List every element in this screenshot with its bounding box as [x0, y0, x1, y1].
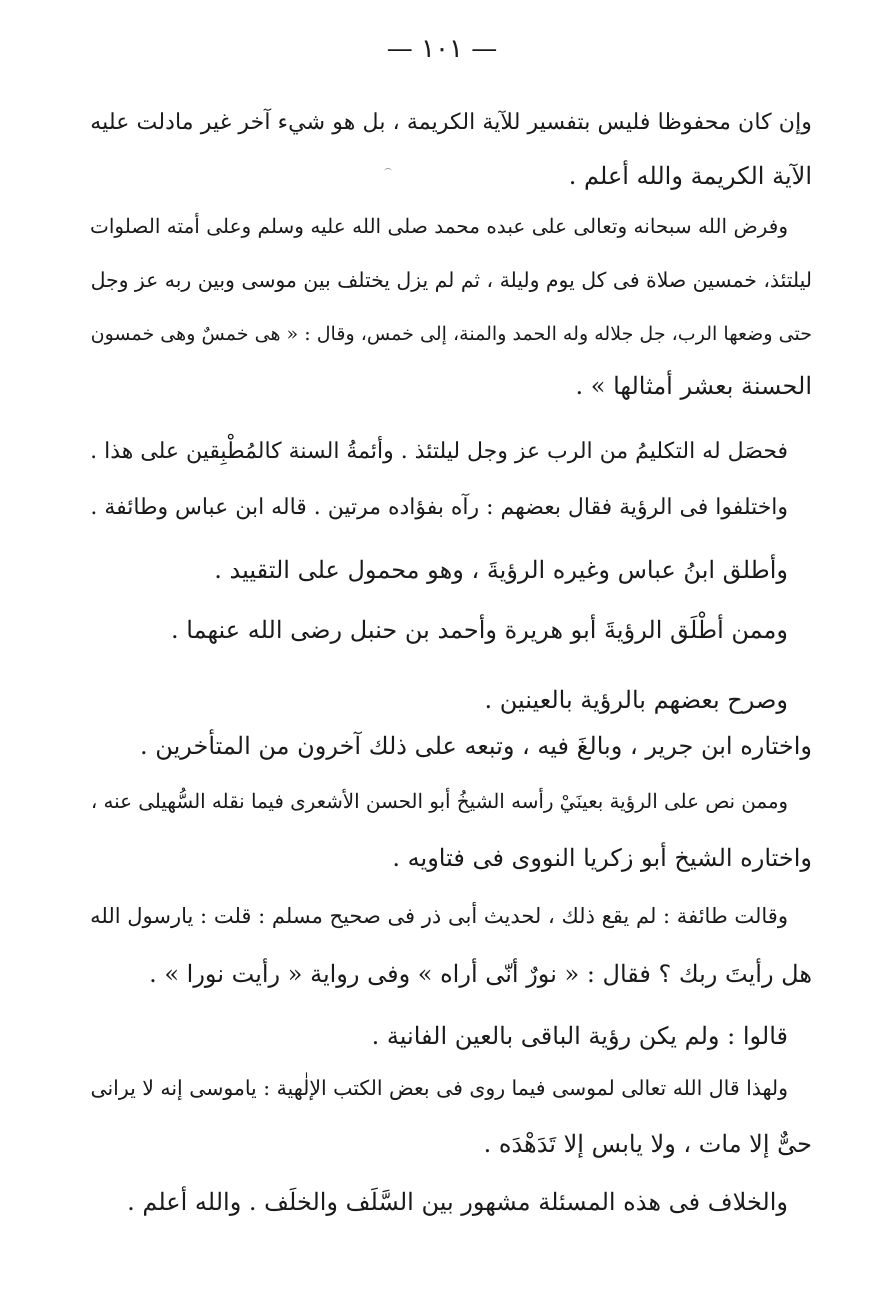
text-line: وأطلق ابنُ عباس وغيره الرؤيةَ ، وهو محمول على التقييد . [214, 556, 788, 584]
text-line: الحسنة بعشر أمثالها » . [575, 372, 812, 400]
text-line: وإن كان محفوظا فليس بتفسير للآية الكريمة ، بل هو شيء آخر غير مادلت عليه [90, 109, 812, 135]
text-line: واختاره ابن جرير ، وبالغَ فيه ، وتبعه على ذلك آخرون من المتأخرين . [140, 732, 812, 760]
text-line: ليلتئذ، خمسين صلاة فى كل يوم وليلة ، ثم لم يزل يختلف بين موسى وبين ربه عز وجل [90, 268, 812, 292]
text-line: حتى وضعها الرب، جل جلاله وله الحمد والمنة، إلى خمس، وقال : « هى خمسٌ وهى خمسون [90, 323, 812, 345]
text-line: وفرض الله سبحانه وتعالى على عبده محمد صلى الله عليه وسلم وعلى أمته الصلوات [89, 214, 788, 238]
text-line: واختلفوا فى الرؤية فقال بعضهم : رآه بفؤاده مرتين . قاله ابن عباس وطائفة . [90, 495, 788, 520]
page-number: — ١٠١ — [386, 34, 498, 64]
text-line: ولهذا قال الله تعالى لموسى فيما روى فى بعض الكتب الإلٰهية : ياموسى إنه لا يرانى [90, 1076, 788, 1100]
text-line: واختاره الشيخ أبو زكريا النووى فى فتاويه . [392, 844, 812, 872]
text-line: فحصَل له التكليمُ من الرب عز وجل ليلتئذ . وأئمةُ السنة كالمُطْبِقين على هذا . [90, 439, 788, 464]
text-line: والخلاف فى هذه المسئلة مشهور بين السَّلَف والخلَف . والله أعلم . [127, 1188, 788, 1216]
text-line: وقالت طائفة : لم يقع ذلك ، لحديث أبى ذر فى صحيح مسلم : قلت : يارسول الله [90, 903, 788, 928]
text-line: حىٌّ إلا مات ، ولا يابس إلا تَدَهْدَه . [483, 1130, 812, 1158]
text-line: قالوا : ولم يكن رؤية الباقى بالعين الفانية . [371, 1022, 788, 1050]
text-line: الآية الكريمة والله أعلم . [568, 162, 812, 190]
text-line: وممن أطْلَق الرؤيةَ أبو هريرة وأحمد بن حنبل رضى الله عنهما . [171, 616, 788, 644]
ink-smudge [384, 168, 392, 175]
text-line: وممن نص على الرؤية بعينَيْ رأسه الشيخُ أبو الحسن الأشعرى فيما نقله السُّهيلى عنه ، [90, 790, 788, 813]
text-line: وصرح بعضهم بالرؤية بالعينين . [484, 686, 788, 714]
text-line: هل رأيتَ ربك ؟ فقال : « نورٌ أنّى أراه » وفى رواية « رأيت نورا » . [149, 960, 812, 988]
